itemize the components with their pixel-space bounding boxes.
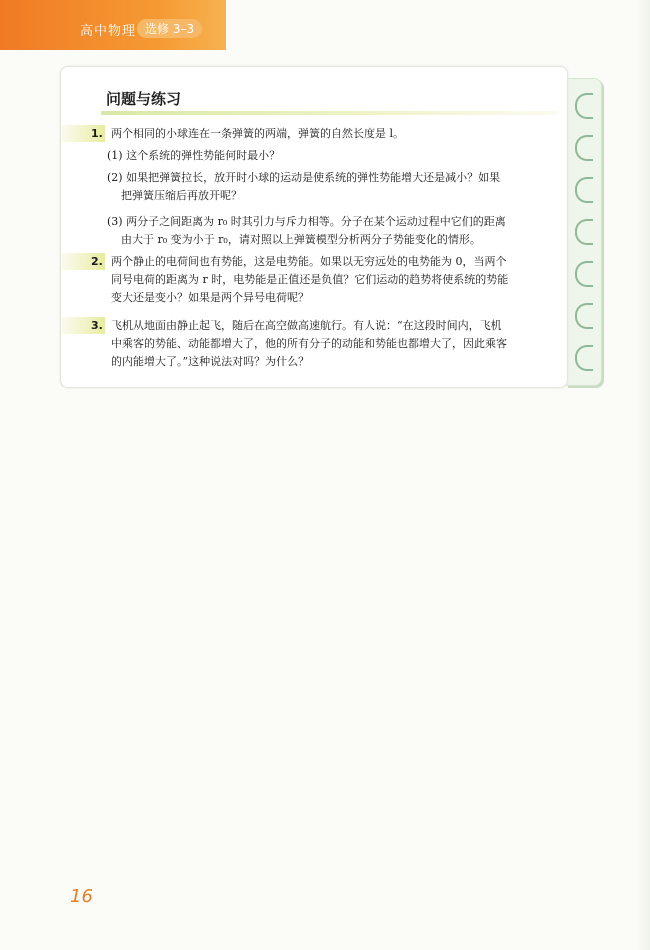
question-text xyxy=(111,125,556,143)
text-line: (1) 这个系统的弹性势能何时最小？ xyxy=(107,149,281,162)
text-line: 变大还是变小？如果是两个异号电荷呢？ xyxy=(111,291,309,304)
binder-tab xyxy=(566,78,602,386)
text-line: 两个相同的小球连在一条弹簧的两端，弹簧的自然长度是 l。 xyxy=(111,127,405,140)
binder-ring-icon xyxy=(575,345,593,371)
page-edge-shade xyxy=(636,0,650,950)
text-line: (3) 两分子之间距离为 r₀ 时其引力与斥力相等。分子在某个运动过程中它们的距离 xyxy=(107,215,506,228)
question-text xyxy=(111,253,556,307)
question-number: 3. xyxy=(91,319,103,332)
binder-ring-icon xyxy=(575,135,593,161)
title-underline xyxy=(101,111,557,115)
sub-question-1 xyxy=(107,147,557,165)
text-line: 由大于 r₀ 变为小于 r₀，请对照以上弹簧模型分析两分子势能变化的情形。 xyxy=(121,233,481,246)
text-line: 中乘客的势能、动能都增大了，他的所有分子的动能和势能也都增大了，因此乘客 xyxy=(111,337,507,350)
exercise-card xyxy=(60,66,568,388)
text-line: 两个静止的电荷间也有势能，这是电势能。如果以无穷远处的电势能为 0，当两个 xyxy=(111,255,507,268)
text-line: 的内能增大了。”这种说法对吗？为什么？ xyxy=(111,355,310,368)
binder-ring-icon xyxy=(575,177,593,203)
sub-question-2 xyxy=(107,169,557,205)
text-line: 把弹簧压缩后再放开呢？ xyxy=(121,189,242,202)
binder-ring-icon xyxy=(575,303,593,329)
binder-ring-icon xyxy=(575,93,593,119)
question-number: 1. xyxy=(91,127,103,140)
question-number: 2. xyxy=(91,255,103,268)
book-title: 高中物理 xyxy=(80,24,137,39)
volume-badge: 选修 3–3 xyxy=(137,19,202,38)
text-line: 同号电荷的距离为 r 时，电势能是正值还是负值？它们运动的趋势将使系统的势能 xyxy=(111,273,509,286)
header-band xyxy=(0,0,226,50)
text-line: (2) 如果把弹簧拉长，放开时小球的运动是使系统的弹性势能增大还是减小？如果 xyxy=(107,171,501,184)
binder-ring-icon xyxy=(575,261,593,287)
section-title: 问题与练习 xyxy=(106,90,182,108)
binder-ring-icon xyxy=(575,219,593,245)
page-number: 16 xyxy=(70,886,93,907)
sub-question-3 xyxy=(107,213,557,249)
question-text xyxy=(111,317,556,371)
text-line: 飞机从地面由静止起飞，随后在高空做高速航行。有人说：“在这段时间内，飞机 xyxy=(111,319,502,332)
